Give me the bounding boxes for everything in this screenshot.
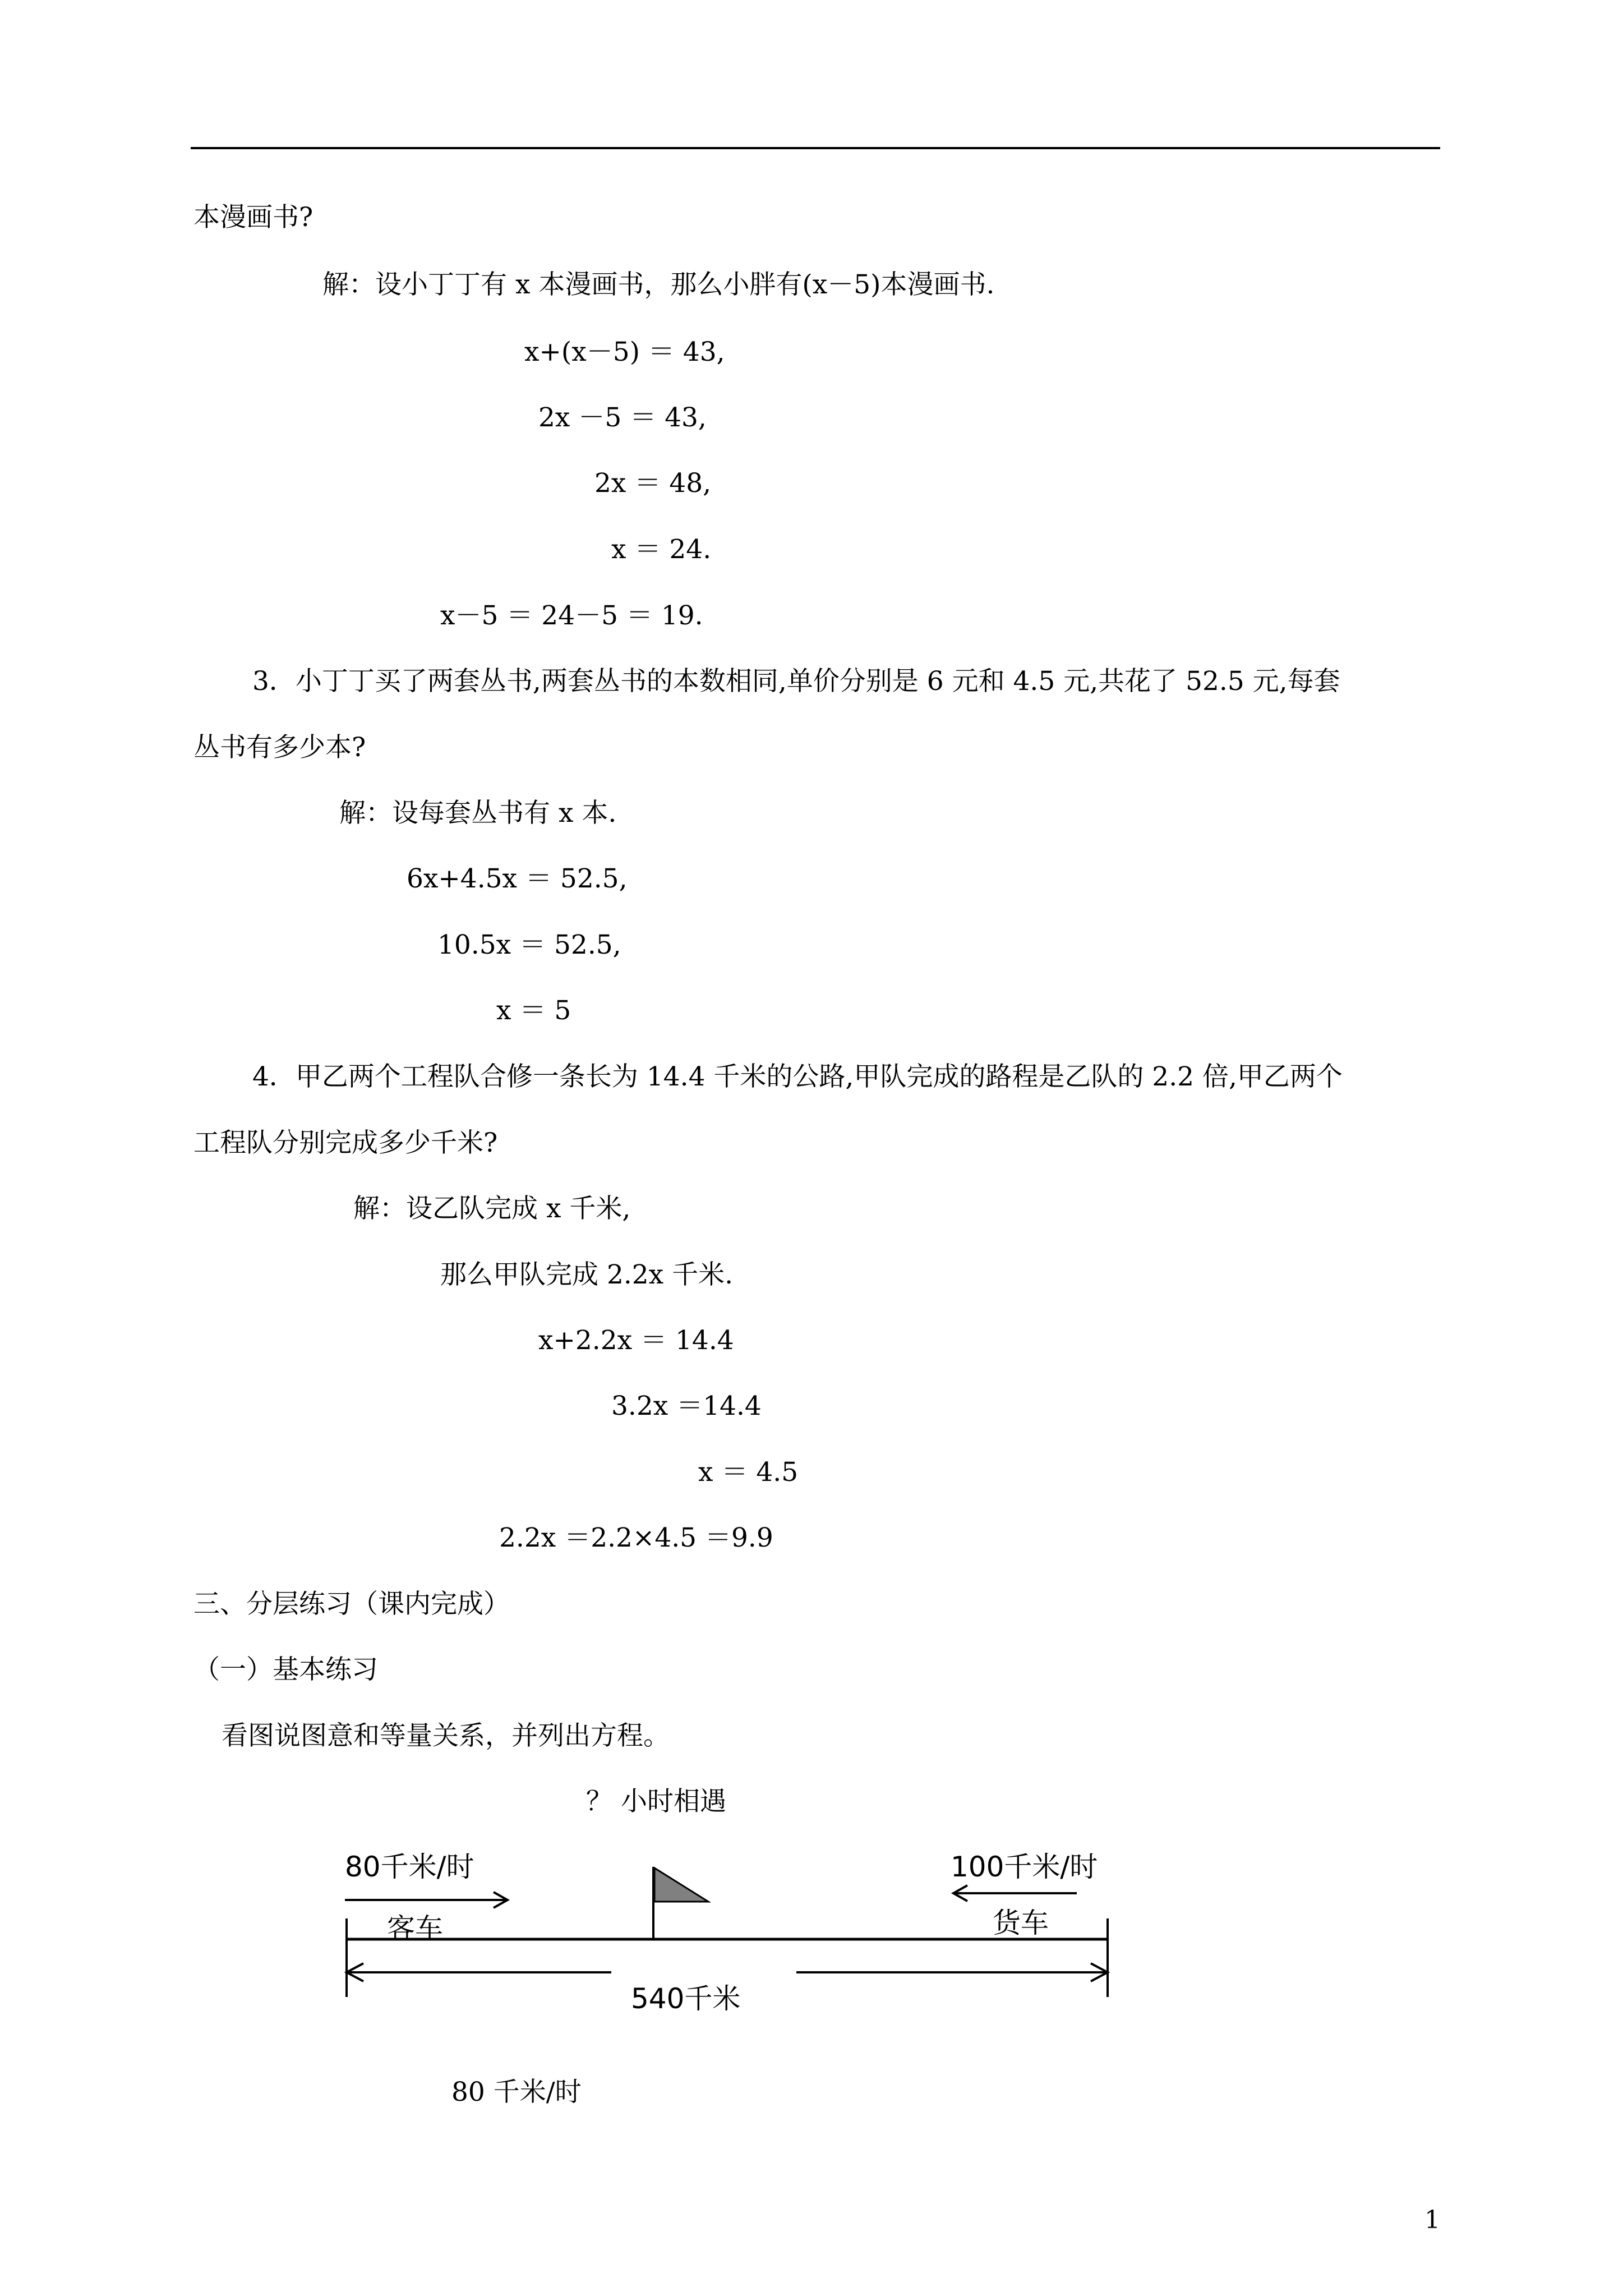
equation-line: 3.2x ＝14.4 — [611, 1391, 762, 1421]
text-line-continuation: 本漫画书? — [193, 202, 313, 233]
section-heading: 三、分层练习（课内完成） — [193, 1589, 510, 1619]
speed-note: 80 千米/时 — [451, 2077, 582, 2108]
equation-line: 2x ＝ 48, — [594, 468, 712, 499]
equation-line: 2x －5 ＝ 43, — [538, 402, 707, 433]
equation-line: x ＝ 24. — [611, 534, 712, 565]
meeting-diagram — [325, 1834, 1133, 2047]
equation-line: 6x+4.5x ＝ 52.5, — [407, 863, 628, 894]
equation-line: x+(x－5) ＝ 43, — [524, 337, 725, 367]
right-speed-label: 100千米/时 — [951, 1851, 1098, 1883]
problem-3-text: 3．小丁丁买了两套丛书,两套丛书的本数相同,单价分别是 6 元和 4.5 元,共花了 52.5 元,每套 — [252, 666, 1340, 697]
header-rule — [191, 147, 1440, 149]
exercise-instruction: 看图说图意和等量关系，并列出方程。 — [222, 1720, 670, 1751]
problem-4-text: 4．甲乙两个工程队合修一条长为 14.4 千米的公路,甲队完成的路程是乙队的 2.2 倍,甲乙两个 — [252, 1061, 1343, 1092]
left-vehicle-label: 客车 — [387, 1912, 443, 1945]
meeting-diagram-svg — [325, 1834, 1133, 2047]
distance-label: 540千米 — [631, 1982, 741, 2015]
equation-line: 10.5x ＝ 52.5, — [437, 930, 621, 960]
text-solution-4: 那么甲队完成 2.2x 千米. — [440, 1259, 734, 1290]
equation-line: x ＝ 4.5 — [698, 1457, 799, 1488]
text-solution-3: 解：设每套丛书有 x 本. — [339, 798, 617, 829]
right-vehicle-label: 货车 — [993, 1907, 1049, 1939]
text-solution-2: 解：设小丁丁有 x 本漫画书，那么小胖有(x－5)本漫画书. — [322, 269, 995, 300]
meet-time-label: ？ 小时相遇 — [586, 1786, 726, 1817]
problem-4-text: 工程队分别完成多少千米? — [193, 1128, 498, 1158]
flag-icon — [654, 1868, 708, 1902]
equation-line: x+2.2x ＝ 14.4 — [538, 1325, 734, 1356]
text-solution-4: 解：设乙队完成 x 千米, — [353, 1193, 631, 1224]
equation-line: 2.2x ＝2.2×4.5 ＝9.9 — [499, 1522, 773, 1553]
left-speed-label: 80千米/时 — [345, 1851, 474, 1883]
problem-3-text: 丛书有多少本? — [193, 732, 366, 763]
subsection-heading: （一）基本练习 — [193, 1654, 378, 1685]
equation-line: x ＝ 5 — [496, 995, 571, 1026]
equation-line: x－5 ＝ 24－5 ＝ 19. — [440, 600, 703, 631]
page-number: 1 — [1424, 2206, 1440, 2234]
